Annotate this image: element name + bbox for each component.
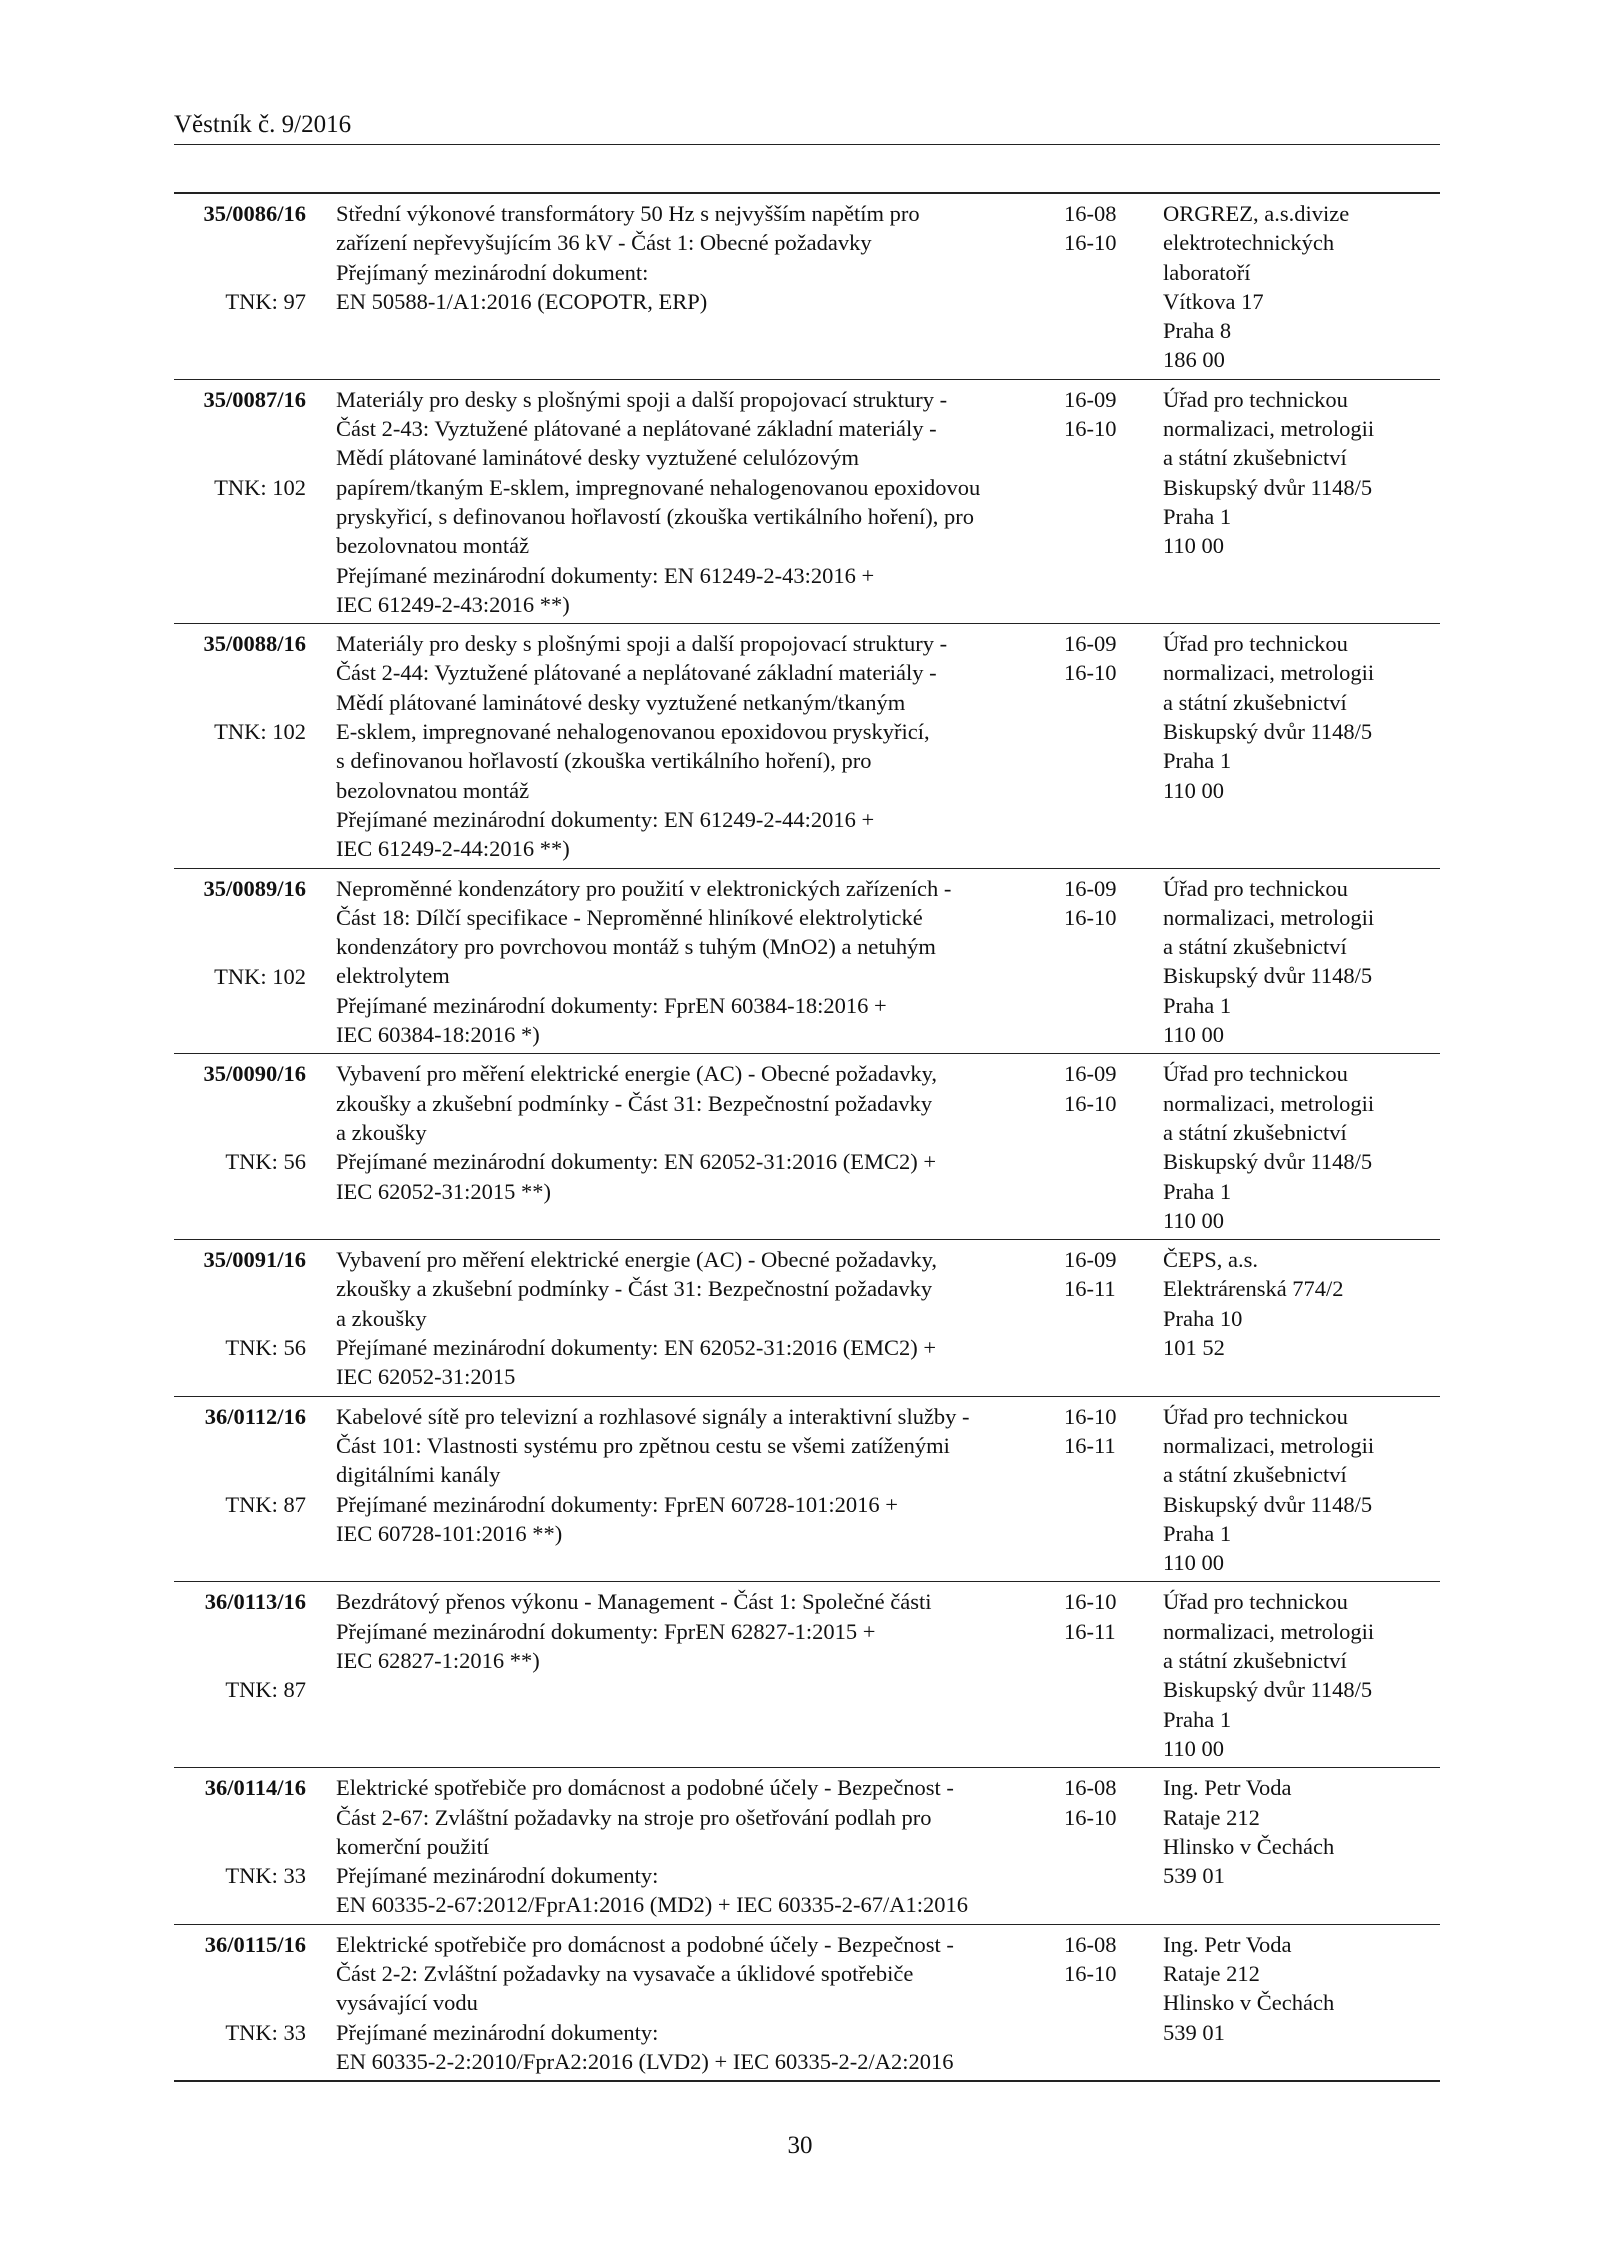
entry-date: 16-10	[1064, 416, 1117, 442]
entry-title-cell	[336, 1402, 1036, 1548]
entry-organization-line: Úřad pro technickou	[1163, 1061, 1348, 1087]
entry-title-line: kondenzátory pro povrchovou montáž s tuhým (MnO2) a netuhým	[336, 934, 936, 960]
table-row	[174, 380, 1440, 624]
entry-title-line: Přejímané mezinárodní dokumenty: EN 61249-2-44:2016 +	[336, 806, 875, 832]
entry-title-line: zkoušky a zkušební podmínky - Část 31: Bezpečnostní požadavky	[336, 1276, 933, 1302]
entry-organization-line: Praha 1	[1163, 1706, 1232, 1732]
entry-organization-line: normalizaci, metrologii	[1163, 1090, 1375, 1116]
entry-title-line: Vybavení pro měření elektrické energie (AC) - Obecné požadavky,	[336, 1061, 937, 1087]
entry-date: 16-10	[1064, 1961, 1117, 1987]
table-row	[174, 1768, 1440, 1925]
entry-organization-line: 186 00	[1163, 347, 1225, 373]
page-header	[174, 110, 1440, 145]
table-row	[174, 1397, 1440, 1583]
entry-id-cell	[174, 385, 306, 619]
entry-organization-line: Biskupský dvůr 1148/5	[1163, 1677, 1373, 1703]
entry-title-line: Přejímané mezinárodní dokumenty: FprEN 60728-101:2016 +	[336, 1491, 898, 1517]
entry-title-cell	[336, 199, 1036, 316]
entry-date: 16-10	[1064, 230, 1117, 256]
entry-title-line: EN 60335-2-2:2010/FprA2:2016 (LVD2) + IEC 60335-2-2/A2:2016	[336, 2048, 954, 2074]
entry-organization-line: Ing. Petr Voda	[1163, 1775, 1292, 1801]
entry-title-cell	[336, 385, 1036, 619]
entry-tnk: TNK: 33	[225, 2019, 306, 2045]
entry-number: 35/0089/16	[203, 875, 306, 901]
entry-tnk: TNK: 102	[214, 474, 306, 500]
table-row	[174, 869, 1440, 1055]
journal-title: Věstník č. 9/2016	[174, 111, 352, 138]
entry-title-line: Vybavení pro měření elektrické energie (AC) - Obecné požadavky,	[336, 1247, 937, 1273]
entry-organization-line: ČEPS, a.s.	[1163, 1247, 1259, 1273]
entry-dates-cell	[1064, 1587, 1144, 1646]
entry-organization-line: ORGREZ, a.s.divize	[1163, 201, 1350, 226]
entry-organization-cell	[1163, 1402, 1443, 1578]
entry-organization-line: Úřad pro technickou	[1163, 386, 1348, 412]
entry-organization-line: Praha 1	[1163, 503, 1232, 529]
entry-title-line: Bezdrátový přenos výkonu - Management - Část 1: Společné části	[336, 1589, 932, 1615]
entry-date: 16-10	[1064, 1090, 1117, 1116]
entry-date: 16-08	[1064, 1931, 1117, 1957]
entry-organization-line: Biskupský dvůr 1148/5	[1163, 963, 1373, 989]
entry-title-line: Část 18: Dílčí specifikace - Neproměnné hliníkové elektrolytické	[336, 904, 923, 930]
entry-organization-line: Praha 1	[1163, 992, 1232, 1018]
entry-organization-cell	[1163, 385, 1443, 561]
entry-organization-line: Biskupský dvůr 1148/5	[1163, 719, 1373, 745]
entry-dates-cell	[1064, 1245, 1144, 1304]
entry-date: 16-10	[1064, 1403, 1117, 1429]
entry-organization-cell	[1163, 1059, 1443, 1235]
entry-title-line: Elektrické spotřebiče pro domácnost a podobné účely - Bezpečnost -	[336, 1931, 954, 1957]
entry-organization-line: Úřad pro technickou	[1163, 1403, 1348, 1429]
entry-date: 16-08	[1064, 1775, 1117, 1801]
entry-tnk: TNK: 56	[225, 1149, 306, 1175]
table-row	[174, 1240, 1440, 1397]
entry-organization-line: Elektrárenská 774/2	[1163, 1276, 1344, 1302]
entry-organization-line: Vítkova 17	[1163, 288, 1264, 314]
entry-organization-line: Biskupský dvůr 1148/5	[1163, 1491, 1373, 1517]
entry-organization-line: 101 52	[1163, 1335, 1225, 1361]
entry-tnk: TNK: 102	[214, 963, 306, 989]
entry-date: 16-08	[1064, 201, 1117, 226]
entry-organization-line: Praha 8	[1163, 318, 1232, 344]
standards-table	[174, 192, 1440, 2082]
entry-title-cell	[336, 1930, 1036, 2076]
entry-title-line: Část 2-43: Vyztužené plátované a neplátované základní materiály -	[336, 416, 937, 442]
entry-tnk: TNK: 87	[225, 1677, 306, 1703]
entry-organization-line: 110 00	[1163, 1550, 1225, 1576]
entry-organization-line: Úřad pro technickou	[1163, 631, 1348, 657]
entry-date: 16-10	[1064, 660, 1117, 686]
entry-organization-line: 110 00	[1163, 777, 1225, 803]
entry-title-line: Kabelové sítě pro televizní a rozhlasové signály a interaktivní služby -	[336, 1403, 970, 1429]
entry-organization-cell	[1163, 1245, 1443, 1362]
entry-dates-cell	[1064, 1402, 1144, 1461]
entry-date: 16-09	[1064, 386, 1117, 412]
entry-title-line: a zkoušky	[336, 1119, 427, 1145]
entry-title-line: Mědí plátované laminátové desky vyztužené celulózovým	[336, 445, 859, 471]
entry-title-line: bezolovnatou montáž	[336, 533, 530, 559]
entry-number: 35/0087/16	[203, 386, 306, 412]
entry-title-line: Přejímaný mezinárodní dokument:	[336, 259, 649, 285]
entry-title-line: Přejímané mezinárodní dokumenty:	[336, 1863, 659, 1889]
entry-date: 16-09	[1064, 875, 1117, 901]
table-row	[174, 1054, 1440, 1240]
entry-organization-line: normalizaci, metrologii	[1163, 660, 1375, 686]
entry-organization-line: 110 00	[1163, 533, 1225, 559]
table-row	[174, 194, 1440, 380]
entry-organization-line: a státní zkušebnictví	[1163, 1119, 1347, 1145]
entry-title-line: Přejímané mezinárodní dokumenty:	[336, 2019, 659, 2045]
entry-title-line: IEC 61249-2-44:2016 **)	[336, 836, 570, 862]
entry-title-line: IEC 62052-31:2015 **)	[336, 1178, 551, 1204]
entry-id-cell	[174, 199, 306, 375]
entry-title-line: Materiály pro desky s plošnými spoji a další propojovací struktury -	[336, 386, 948, 412]
entry-title-line: vysávající vodu	[336, 1990, 478, 2016]
entry-organization-line: Praha 1	[1163, 748, 1232, 774]
page-number: 30	[787, 2132, 813, 2159]
entry-organization-line: Praha 1	[1163, 1178, 1232, 1204]
entry-organization-line: elektrotechnických	[1163, 230, 1335, 256]
entry-organization-line: 110 00	[1163, 1735, 1225, 1761]
table-row	[174, 1582, 1440, 1768]
entry-organization-cell	[1163, 629, 1443, 805]
entry-title-cell	[336, 874, 1036, 1050]
entry-title-line: Část 2-44: Vyztužené plátované a neplátované základní materiály -	[336, 660, 937, 686]
entry-id-cell	[174, 629, 306, 863]
entry-number: 36/0113/16	[204, 1589, 306, 1615]
entry-date: 16-11	[1064, 1618, 1116, 1644]
entry-organization-cell	[1163, 874, 1443, 1050]
entry-organization-line: Hlinsko v Čechách	[1163, 1833, 1335, 1859]
entry-organization-line: a státní zkušebnictví	[1163, 1462, 1347, 1488]
entry-organization-cell	[1163, 1773, 1443, 1890]
entry-number: 36/0112/16	[204, 1403, 306, 1429]
entry-organization-line: normalizaci, metrologii	[1163, 416, 1375, 442]
entry-title-line: Mědí plátované laminátové desky vyztužené netkaným/tkaným	[336, 689, 906, 715]
entry-dates-cell	[1064, 385, 1144, 444]
entry-organization-line: Praha 1	[1163, 1520, 1232, 1546]
entry-organization-line: normalizaci, metrologii	[1163, 1618, 1375, 1644]
entry-id-cell	[174, 1587, 306, 1763]
entry-title-line: IEC 62827-1:2016 **)	[336, 1648, 540, 1674]
entry-title-line: pryskyřicí, s definovanou hořlavostí (zkouška vertikálního hoření), pro	[336, 503, 974, 529]
entry-organization-line: Úřad pro technickou	[1163, 875, 1348, 901]
entry-title-line: Střední výkonové transformátory 50 Hz s nejvyšším napětím pro	[336, 201, 920, 226]
entry-date: 16-09	[1064, 1247, 1117, 1273]
entry-tnk: TNK: 97	[225, 289, 306, 314]
entry-title-line: E-sklem, impregnované nehalogenovanou epoxidovou pryskyřicí,	[336, 719, 930, 745]
entry-organization-line: Úřad pro technickou	[1163, 1589, 1348, 1615]
table-row	[174, 624, 1440, 868]
entry-title-line: Materiály pro desky s plošnými spoji a další propojovací struktury -	[336, 631, 948, 657]
entry-title-line: Přejímané mezinárodní dokumenty: EN 62052-31:2016 (EMC2) +	[336, 1149, 937, 1175]
entry-organization-line: Rataje 212	[1163, 1804, 1260, 1830]
entry-organization-line: a státní zkušebnictví	[1163, 934, 1347, 960]
entry-date: 16-10	[1064, 1804, 1117, 1830]
entry-date: 16-11	[1064, 1432, 1116, 1458]
entry-title-line: Přejímané mezinárodní dokumenty: EN 61249-2-43:2016 +	[336, 562, 875, 588]
entry-date: 16-11	[1064, 1276, 1116, 1302]
entry-organization-line: laboratoří	[1163, 259, 1251, 285]
entry-title-cell	[336, 629, 1036, 863]
entry-number: 35/0091/16	[203, 1247, 306, 1273]
entry-tnk: TNK: 33	[225, 1863, 306, 1889]
entry-organization-line: 539 01	[1163, 2019, 1225, 2045]
entry-title-line: Přejímané mezinárodní dokumenty: EN 62052-31:2016 (EMC2) +	[336, 1335, 937, 1361]
entry-title-cell	[336, 1587, 1036, 1675]
entry-organization-line: a státní zkušebnictví	[1163, 1648, 1347, 1674]
entry-organization-line: 110 00	[1163, 1207, 1225, 1233]
entry-id-cell	[174, 1059, 306, 1235]
entry-organization-line: normalizaci, metrologii	[1163, 1432, 1375, 1458]
entry-organization-line: Rataje 212	[1163, 1961, 1260, 1987]
entry-title-line: komerční použití	[336, 1833, 490, 1859]
entry-tnk: TNK: 56	[225, 1335, 306, 1361]
entry-title-line: Přejímané mezinárodní dokumenty: FprEN 62827-1:2015 +	[336, 1618, 876, 1644]
entry-tnk: TNK: 87	[225, 1491, 306, 1517]
entry-title-cell	[336, 1059, 1036, 1205]
entry-dates-cell	[1064, 1930, 1144, 1989]
entry-organization-line: a státní zkušebnictví	[1163, 689, 1347, 715]
entry-number: 36/0115/16	[204, 1931, 306, 1957]
entry-organization-line: Hlinsko v Čechách	[1163, 1990, 1335, 2016]
entry-number: 35/0090/16	[203, 1061, 306, 1087]
entry-date: 16-10	[1064, 904, 1117, 930]
entry-organization-line: 110 00	[1163, 1022, 1225, 1048]
entry-id-cell	[174, 1402, 306, 1578]
entry-title-line: s definovanou hořlavostí (zkouška vertikálního hoření), pro	[336, 748, 872, 774]
entry-organization-line: 539 01	[1163, 1863, 1225, 1889]
entry-date: 16-10	[1064, 1589, 1117, 1615]
entry-organization-line: Ing. Petr Voda	[1163, 1931, 1292, 1957]
entry-id-cell	[174, 1930, 306, 2077]
entry-organization-cell	[1163, 1587, 1443, 1763]
entry-title-line: Elektrické spotřebiče pro domácnost a podobné účely - Bezpečnost -	[336, 1775, 954, 1801]
entry-title-line: Část 101: Vlastnosti systému pro zpětnou cestu se všemi zatíženými	[336, 1432, 950, 1458]
entry-dates-cell	[1064, 199, 1144, 258]
entry-title-line: Část 2-67: Zvláštní požadavky na stroje pro ošetřování podlah pro	[336, 1804, 932, 1830]
entry-title-line: EN 50588-1/A1:2016 (ECOPOTR, ERP)	[336, 288, 708, 314]
entry-date: 16-09	[1064, 631, 1117, 657]
entry-organization-cell	[1163, 199, 1443, 375]
entry-title-line: Část 2-2: Zvláštní požadavky na vysavače a úklidové spotřebiče	[336, 1961, 914, 1987]
entry-title-line: zkoušky a zkušební podmínky - Část 31: Bezpečnostní požadavky	[336, 1090, 933, 1116]
entry-organization-line: normalizaci, metrologii	[1163, 904, 1375, 930]
entry-date: 16-09	[1064, 1061, 1117, 1087]
entry-title-line: Přejímané mezinárodní dokumenty: FprEN 60384-18:2016 +	[336, 992, 887, 1018]
entry-organization-line: Praha 10	[1163, 1305, 1243, 1331]
entry-title-line: elektrolytem	[336, 963, 450, 989]
entry-number: 36/0114/16	[204, 1775, 306, 1801]
entry-id-cell	[174, 1245, 306, 1392]
entry-dates-cell	[1064, 1059, 1144, 1118]
entry-id-cell	[174, 874, 306, 1050]
entry-dates-cell	[1064, 629, 1144, 688]
entry-organization-cell	[1163, 1930, 1443, 2047]
entry-title-line: bezolovnatou montáž	[336, 777, 530, 803]
entry-title-line: IEC 60384-18:2016 *)	[336, 1022, 540, 1048]
entry-id-cell	[174, 1773, 306, 1920]
table-row	[174, 1925, 1440, 2081]
entry-title-cell	[336, 1773, 1036, 1919]
entry-title-line: EN 60335-2-67:2012/FprA1:2016 (MD2) + IEC 60335-2-67/A1:2016	[336, 1892, 969, 1918]
entry-dates-cell	[1064, 1773, 1144, 1832]
entry-number: 35/0088/16	[203, 631, 306, 657]
entry-title-line: digitálními kanály	[336, 1462, 501, 1488]
entry-title-cell	[336, 1245, 1036, 1391]
entry-organization-line: a státní zkušebnictví	[1163, 445, 1347, 471]
entry-number: 35/0086/16	[203, 201, 306, 226]
entry-title-line: IEC 62052-31:2015	[336, 1364, 516, 1390]
entry-title-line: IEC 61249-2-43:2016 **)	[336, 591, 570, 617]
entry-title-line: zařízení nepřevyšujícím 36 kV - Část 1: Obecné požadavky	[336, 230, 872, 256]
entry-organization-line: Biskupský dvůr 1148/5	[1163, 474, 1373, 500]
entry-tnk: TNK: 102	[214, 719, 306, 745]
entry-title-line: IEC 60728-101:2016 **)	[336, 1520, 563, 1546]
entry-title-line: papírem/tkaným E-sklem, impregnované nehalogenovanou epoxidovou	[336, 474, 981, 500]
entry-dates-cell	[1064, 874, 1144, 933]
entry-title-line: a zkoušky	[336, 1305, 427, 1331]
entry-organization-line: Biskupský dvůr 1148/5	[1163, 1149, 1373, 1175]
entry-title-line: Neproměnné kondenzátory pro použití v elektronických zařízeních -	[336, 875, 952, 901]
